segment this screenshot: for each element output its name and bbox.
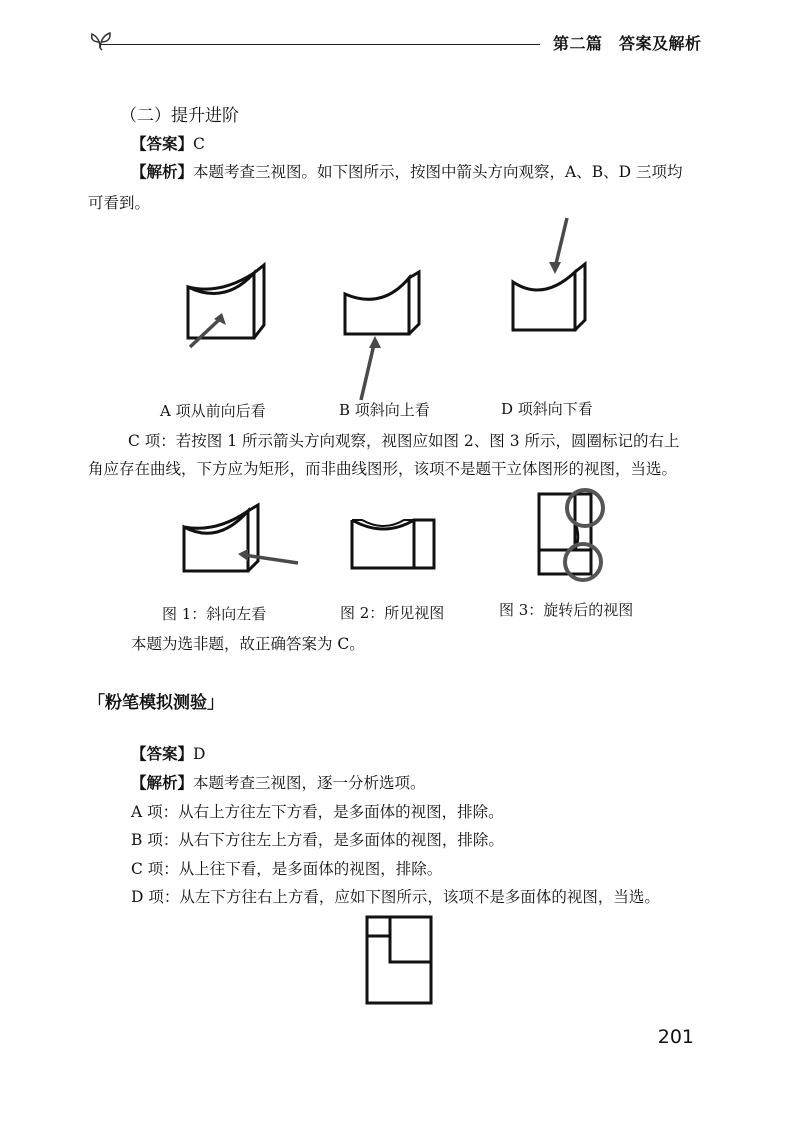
page-number: 201	[657, 1026, 694, 1048]
option-b: B 项：从右下方往左上方看，是多面体的视图，排除。	[131, 831, 504, 849]
caption-d: D 项斜向下看	[501, 400, 593, 418]
answer-label-2: 【答案】	[131, 745, 194, 763]
answer-line	[131, 130, 205, 158]
analysis-line-2	[131, 769, 426, 797]
c-item-line-1: C 项：若按图 1 所示箭头方向观察，视图应如图 2、图 3 所示，圆圈标记的右上	[128, 432, 680, 450]
answer-line-2	[131, 740, 205, 768]
analysis-text: 本题考查三视图。如下图所示，按图中箭头方向观察，A、B、D 三项均	[193, 163, 683, 181]
header-title: 第二篇 答案及解析	[553, 34, 702, 53]
analysis-line	[131, 158, 691, 186]
caption-a: A 项从前向后看	[160, 402, 266, 420]
answer-label: 【答案】	[131, 135, 194, 153]
figure-2-seen-view	[350, 514, 450, 584]
c-item-line-2: 角应存在曲线，下方应为矩形，而非曲线图形，该项不是题干立体图形的视图，当选。	[88, 460, 678, 478]
answer-value-2: D	[193, 745, 206, 763]
analysis-label: 【解析】	[131, 163, 194, 181]
caption-b: B 项斜向上看	[339, 401, 430, 419]
caption-fig3: 图 3：旋转后的视图	[499, 601, 634, 619]
caption-fig1: 图 1：斜向左看	[162, 605, 267, 623]
analysis-label-2: 【解析】	[131, 774, 194, 792]
figure-b-view-up	[337, 272, 447, 402]
conclusion: 本题为选非题，故正确答案为 C。	[131, 635, 365, 653]
figure-a-view-front	[180, 265, 290, 365]
option-c: C 项：从上往下看，是多面体的视图，排除。	[131, 860, 443, 878]
sprout-icon	[86, 28, 116, 52]
header-rule	[100, 44, 540, 45]
section-heading: （二）提升进阶	[120, 106, 239, 126]
answer-value: C	[193, 135, 205, 153]
option-d: D 项：从左下方往右上方看，应如下图所示，该项不是多面体的视图，当选。	[131, 888, 660, 906]
analysis-text-cont: 可看到。	[88, 194, 151, 212]
bracket-right: 」	[207, 693, 224, 713]
caption-fig2: 图 2：所见视图	[340, 604, 445, 622]
option-a: A 项：从右上方往左下方看，是多面体的视图，排除。	[131, 803, 504, 821]
figure-1-view-left	[180, 505, 310, 595]
bracket-left: 「	[88, 693, 105, 713]
figure-3-rotated-view	[535, 480, 625, 590]
mock-test-heading	[88, 688, 224, 713]
figure-d-view-down	[505, 212, 615, 352]
figure-d-answer-view	[364, 914, 444, 1010]
analysis-text-2: 本题考查三视图，逐一分析选项。	[193, 774, 426, 792]
mock-test-title: 粉笔模拟测验	[105, 693, 207, 713]
